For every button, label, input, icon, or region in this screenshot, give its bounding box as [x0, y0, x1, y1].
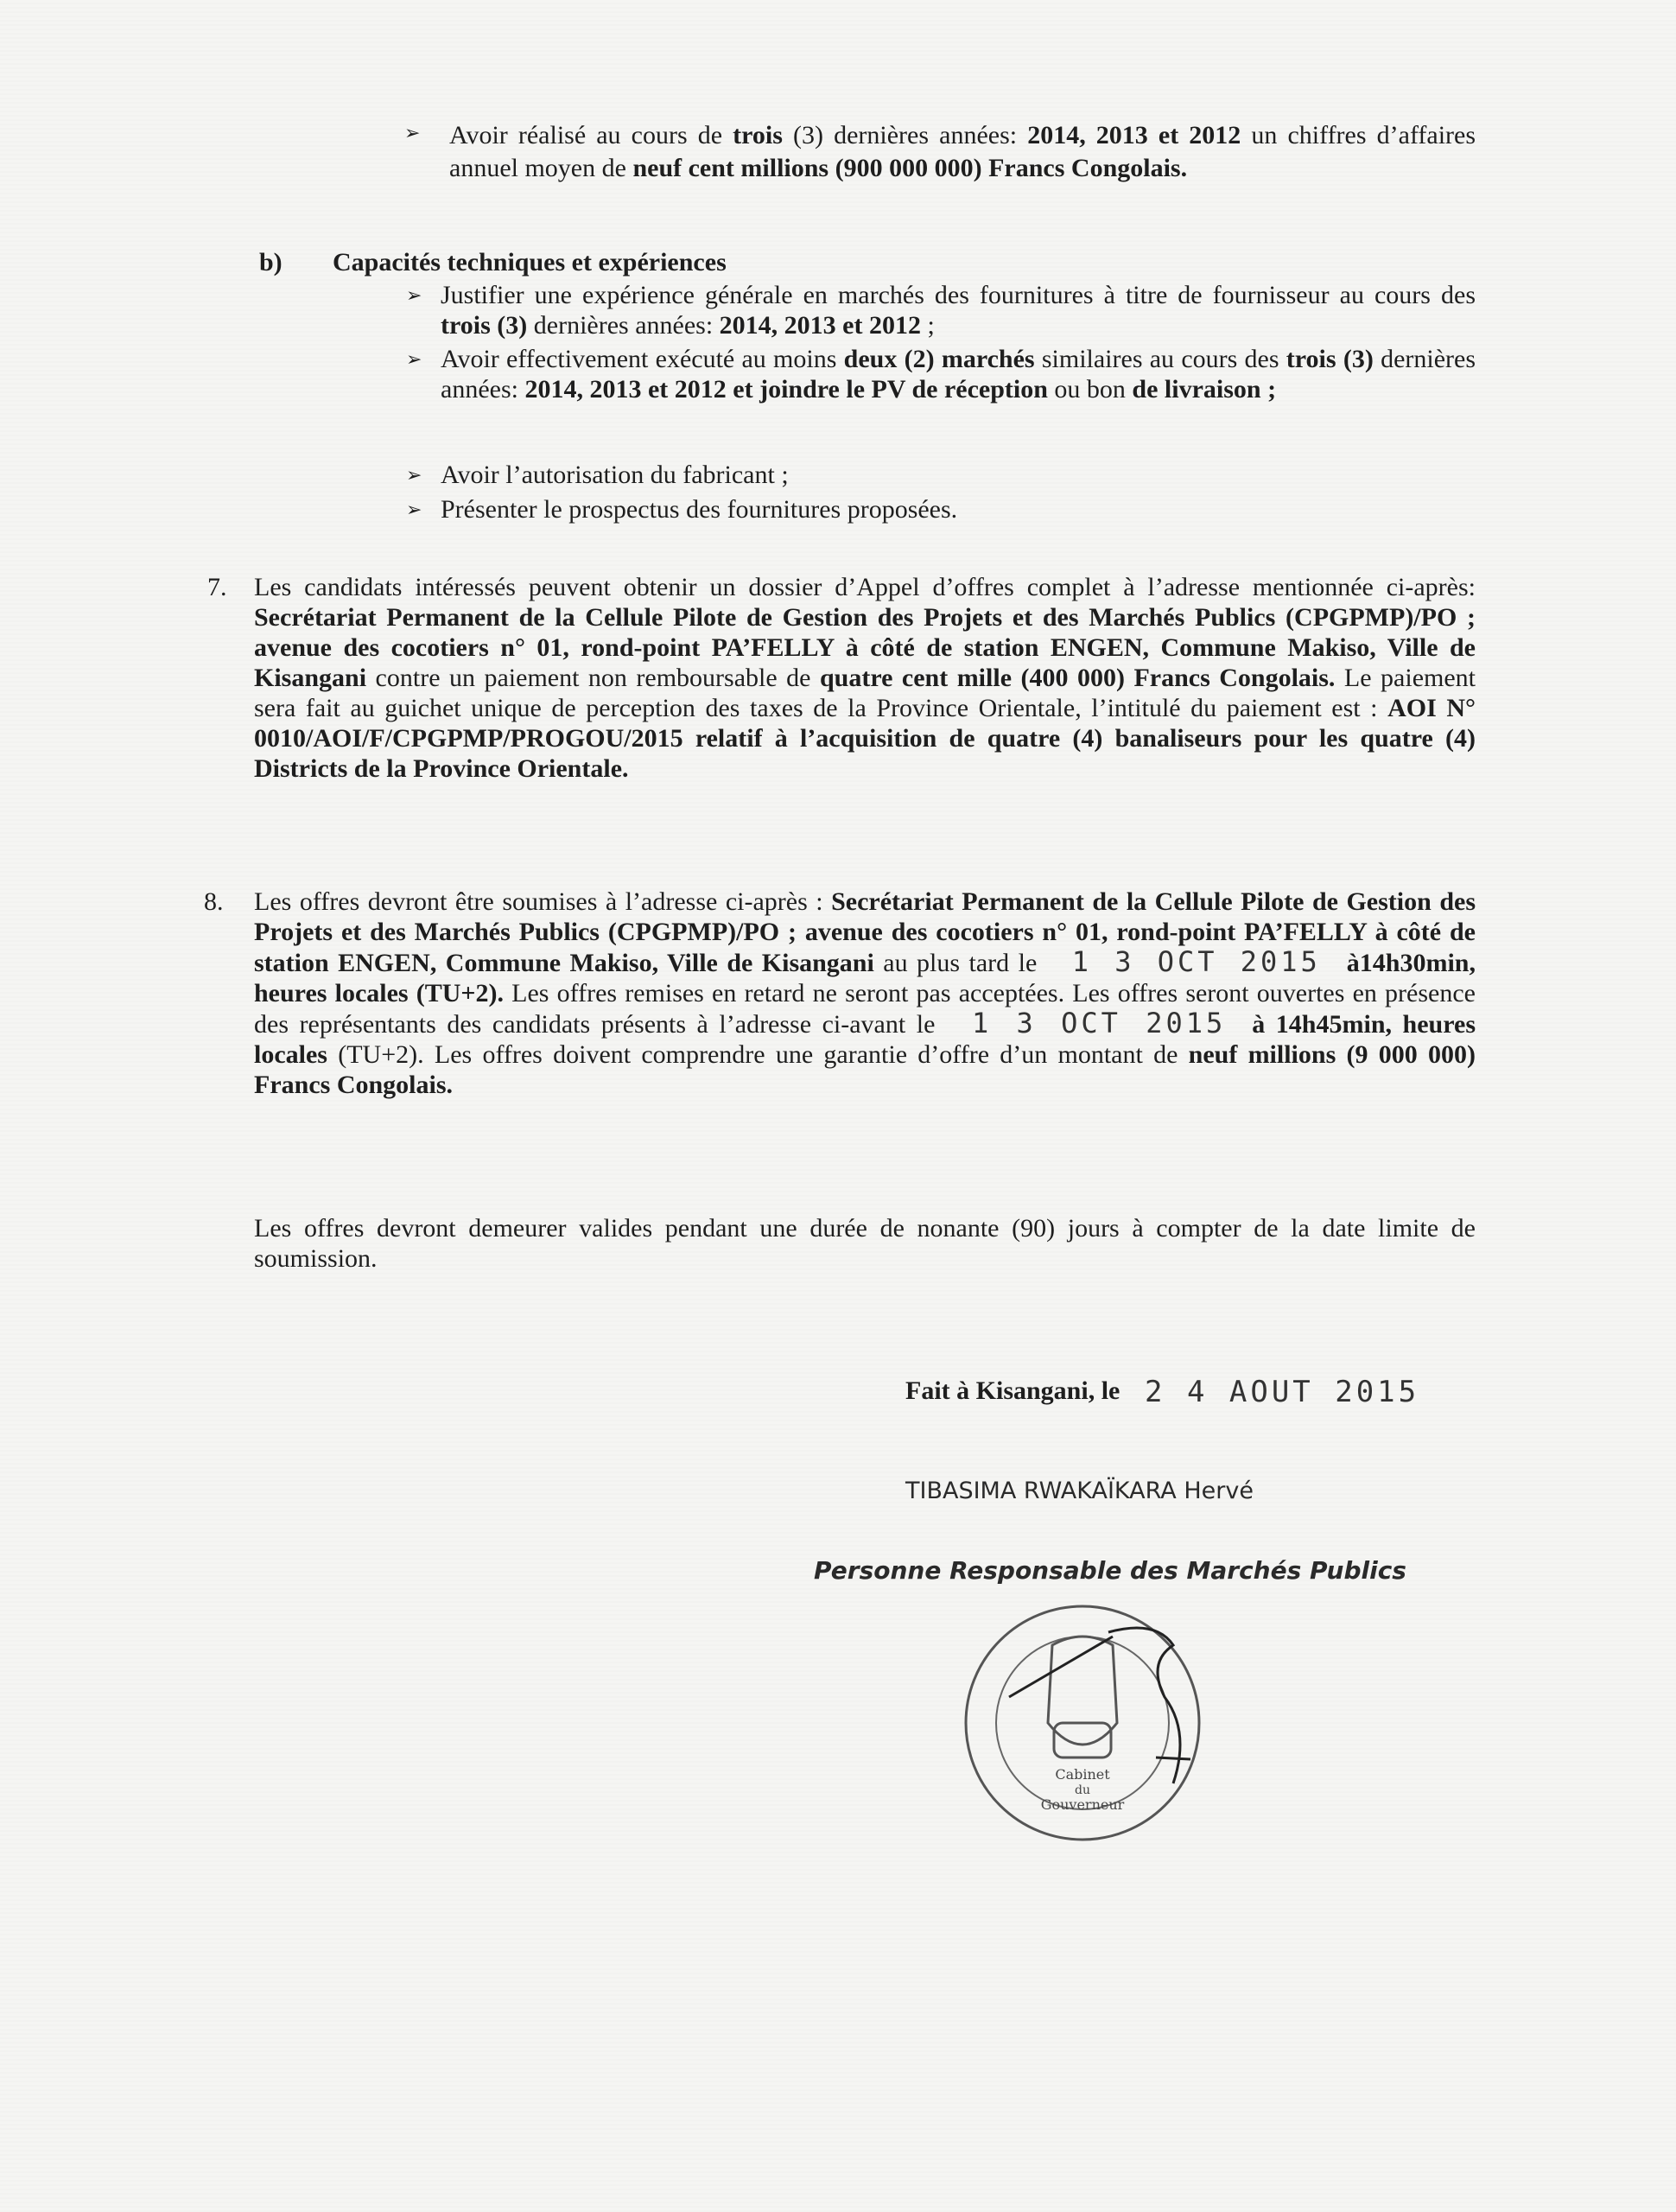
arrow-bullet-icon: ➢: [406, 499, 422, 521]
text-segment: Les offres devront être soumises à l’adresse ci-après :: [254, 887, 832, 916]
svg-text:Gouverneur: Gouverneur: [1040, 1796, 1125, 1813]
paragraph-7: [254, 572, 1476, 784]
section-b-title: Capacités techniques et expériences: [333, 248, 727, 276]
bold-text: trois (3): [1286, 345, 1374, 373]
text-segment: similaires au cours des: [1034, 345, 1286, 373]
text-segment: Présenter le prospectus des fournitures proposées.: [441, 495, 958, 524]
text-segment: dernières années:: [527, 311, 720, 340]
official-seal-icon: [957, 1593, 1208, 1844]
bold-text: AOI N° 0010/AOI/F/CPGPMP/PROGOU/2015 relatif à l’acquisition de quatre (4) banaliseurs pour les quatre (4) Districts de la Province Orientale.: [254, 694, 1476, 783]
list-item: [441, 460, 1476, 490]
text-segment: (TU+2). Les offres doivent comprendre une garantie d’offre d’un montant de: [327, 1040, 1189, 1069]
svg-text:Cabinet: Cabinet: [1055, 1766, 1110, 1783]
list-item: [441, 280, 1476, 340]
text-segment: (3) dernières années:: [782, 121, 1028, 149]
bold-text: à 14h45min, heures locales: [254, 1010, 1476, 1069]
text-segment: Avoir réalisé au cours de: [449, 121, 733, 149]
text-segment: Justifier une expérience générale en marchés des fournitures à titre de fournisseur au cours des: [441, 281, 1476, 309]
text-segment: ;: [920, 311, 935, 340]
bold-text: à14h30min, heures locales (TU+2).: [254, 949, 1476, 1007]
section-b-label: b): [259, 248, 283, 276]
arrow-bullet-icon: ➢: [406, 465, 422, 486]
arrow-bullet-icon: ➢: [406, 285, 422, 307]
bold-text: quatre cent mille (400 000) Francs Congolais.: [819, 664, 1336, 692]
signatory-role: Personne Responsable des Marchés Publics: [814, 1556, 1406, 1585]
bold-text: deux (2) marchés: [843, 345, 1035, 373]
arrow-bullet-icon: ➢: [406, 349, 422, 371]
text-segment: un chiffres d’affaires annuel moyen de: [449, 121, 1476, 182]
text-segment: contre un paiement non remboursable de: [366, 664, 820, 692]
arrow-bullet-icon: ➢: [404, 123, 421, 144]
text-segment: Les offres remises en retard ne seront pas acceptées. Les offres seront ouvertes en présence des représentants des candidats présents à l’adresse ci-avant le: [254, 979, 1476, 1039]
bold-text: Secrétariat Permanent de la Cellule Pilote de Gestion des Projets et des Marchés Publics (CPGPMP)/PO ; avenue des cocotiers n° 01, rond-point PA’FELLY à côté de station ENGEN, Commune Makiso, Ville de Kisangani: [254, 603, 1476, 692]
bold-text: trois: [733, 121, 783, 149]
place-date-label: Fait à Kisangani, le: [905, 1376, 1121, 1405]
text-segment: Les offres devront demeurer valides pendant une durée de nonante (90) jours à compter de la date limite de soumission.: [254, 1214, 1476, 1273]
validity-paragraph: [254, 1213, 1476, 1274]
paragraph-number: 7.: [207, 573, 227, 601]
bold-text: 2014, 2013 et 2012 et joindre le PV de réception: [524, 375, 1048, 404]
text-segment: Les candidats intéressés peuvent obtenir un dossier d’Appel d’offres complet à l’adresse mentionnée ci-après:: [254, 573, 1476, 601]
list-item: [449, 119, 1476, 185]
bold-text: 2014, 2013 et 2012: [1027, 121, 1241, 149]
text-segment: Avoir effectivement exécuté au moins: [441, 345, 844, 373]
paragraph-number: 8.: [204, 887, 224, 916]
text-segment: Le paiement sera fait au guichet unique de perception des taxes de la Province Orientale, l’intitulé du paiement est :: [254, 664, 1476, 722]
bold-text: neuf millions (9 000 000) Francs Congolais.: [254, 1040, 1476, 1099]
bold-text: 2014, 2013 et 2012: [719, 311, 921, 340]
bold-text: neuf cent millions (900 000 000) Francs Congolais.: [632, 154, 1188, 182]
list-item: [441, 494, 1476, 524]
bold-text: trois (3): [441, 311, 528, 340]
text-segment: Avoir l’autorisation du fabricant ;: [441, 461, 789, 489]
bold-text: Secrétariat Permanent de la Cellule Pilote de Gestion des Projets et des Marchés Publics (CPGPMP)/PO ; avenue des cocotiers n° 01, rond-point PA’FELLY à côté de station ENGEN, Commune Makiso, Ville de Kisangani: [254, 887, 1476, 977]
text-segment: au plus tard le: [873, 949, 1046, 977]
date-stamp: 2 4 AOUT 2015: [1145, 1375, 1420, 1409]
date-stamp: 1 3 OCT 2015: [971, 1007, 1227, 1039]
text-segment: ou bon: [1047, 375, 1133, 404]
text-segment: dernières années:: [441, 345, 1476, 404]
bold-text: de livraison ;: [1132, 375, 1277, 404]
signatory-name: TIBASIMA RWAKAÏKARA Hervé: [905, 1478, 1254, 1504]
date-stamp: 1 3 OCT 2015: [1071, 945, 1321, 978]
svg-text:du: du: [1075, 1783, 1090, 1797]
paragraph-8: [254, 887, 1476, 1100]
list-item: [441, 344, 1476, 404]
